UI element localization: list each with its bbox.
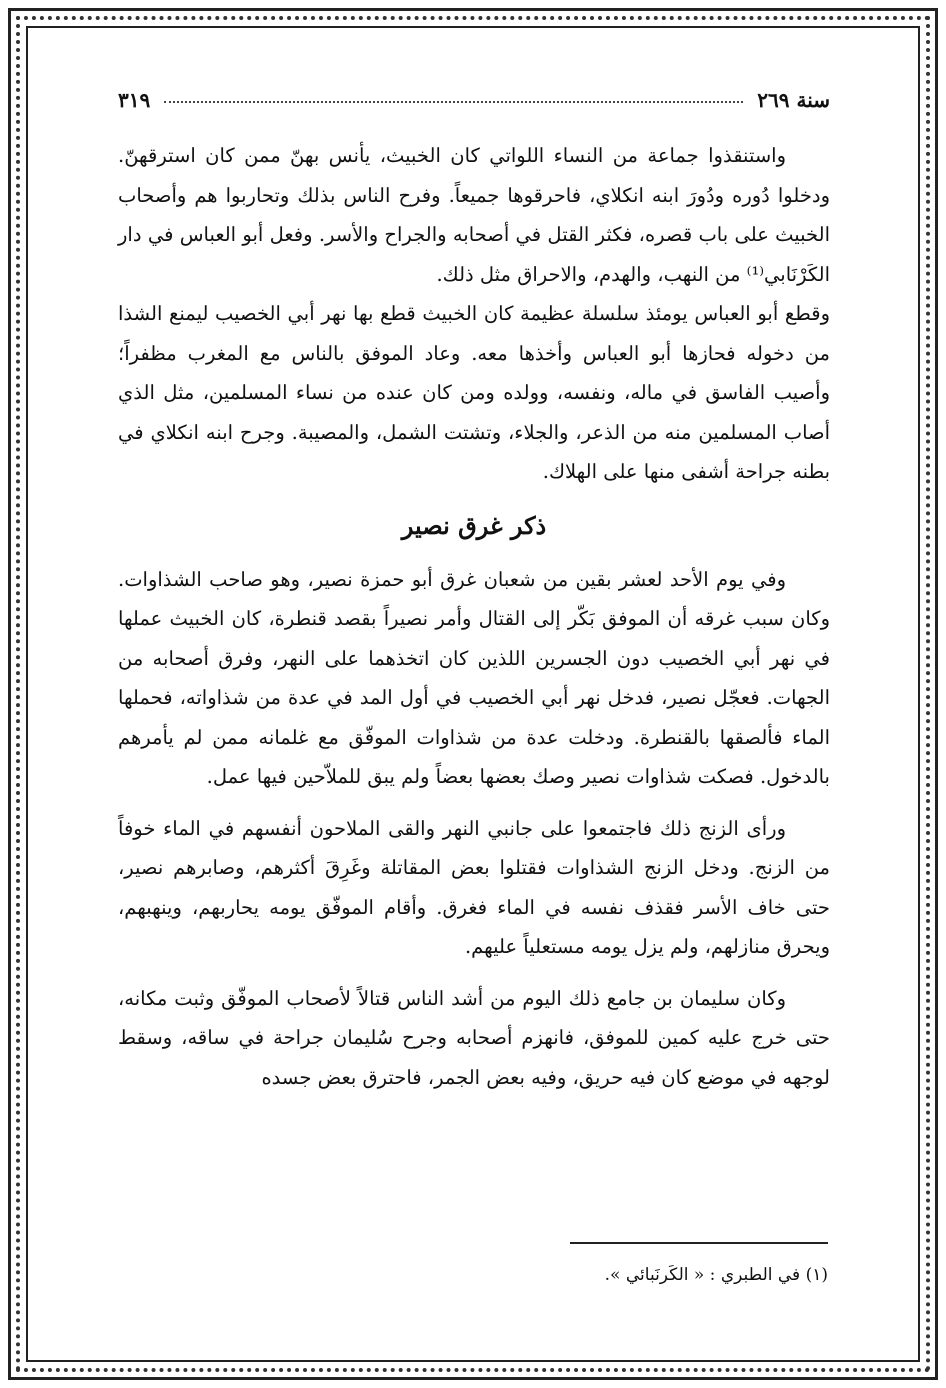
footnote: (١) في الطبري : « الكَرنَبائي ». [604,1265,828,1285]
running-head-year: سنة ٢٦٩ [757,88,830,112]
paragraph: ورأى الزنج ذلك فاجتمعوا على جانبي النهر والقى الملاحون أنفسهم في الماء خوفاً من الزنج. ودخل الزنج الشذاوات فقتلوا بعض المقاتلة وغَرِقَ أكثرهم، وصابرهم نصير، حتى خاف الأسر فقذف نفسه في الماء فغرق. وأقام الموفّق يومه يحاربهم، وينهبهم، ويحرق منازلهم، ولم يزل يومه مستعلياً عليهم. [118,816,830,958]
section-title: ذكر غرق نصير [401,510,547,540]
paragraph: وقطع أبو العباس يومئذ سلسلة عظيمة كان الخبيث قطع بها نهر أبي الخصيب ليمنع الشذا من دخوله فحازها أبو العباس وأخذها معه. وعاد الموفق بالناس مع المغرب مظفراً؛ وأصيب الفاسق في ماله، ونفسه، وولده ومن كان عنده من نساء المسلمين، مثل الذي أصاب المسلمين منه من الذعر، والجلاء، وتشتت الشمل، والمصيبة. وجرح ابنه انكلاي في بطنه جراحة أشفى منها على الهلاك. [118,302,830,483]
paragraph: وفي يوم الأحد لعشر بقين من شعبان غرق أبو حمزة نصير، وهو صاحب الشذاوات. وكان سبب غرقه أن الموفق بَكّر إلى القتال وأمر نصيراً بقصد قنطرة، كان الخبيث عملها في نهر أبي الخصيب دون الجسرين اللذين كان اتخذهما على النهر، وفرق أصحابه من الجهات. فعجّل نصير، فدخل نهر أبي الخصيب في أول المد في عدة من شذاواته، فحملها الماء فألصقها بالقنطرة. ودخلت عدة من شذاوات الموفّق مع غلمانه ممن لم يأمرهم بالدخول. فصكت شذاوات نصير وصك بعضها بعضاً ولم يبق للملاّحين فيها عمل. [118,567,830,788]
paragraph: وكان سليمان بن جامع ذلك اليوم من أشد الناس قتالاً لأصحاب الموفّق وثبت مكانه، حتى خرج عليه كمين للموفق، فانهزم أصحابه وجرح سُليمان جراحة في ساقه، وسقط لوجهه في موضع كان فيه حريق، وفيه بعض الجمر، فاحترق بعض جسده [118,986,830,1089]
running-head [118,88,830,136]
page-content [118,88,830,1338]
footnote-rule [570,1242,828,1244]
running-head-dotted-leader [164,101,743,103]
page-number: ٣١٩ [118,88,151,112]
paragraph: واستنقذوا جماعة من النساء اللواتي كان الخبيث، يأنس بهنّ ممن كان استرقهنّ. ودخلوا دُوره ودُورَ ابنه انكلاي، فاحرقوها جميعاً. وفرح الناس بذلك وتحاربوا هم وأصحاب الخبيث على باب قصره، فكثر القتل في أصحابه والجراح والأسر. وفعل أبو العباس في دار الكَرْنَابي⁽¹⁾ من النهب، والهدم، والاحراق مثل ذلك. [118,144,830,286]
